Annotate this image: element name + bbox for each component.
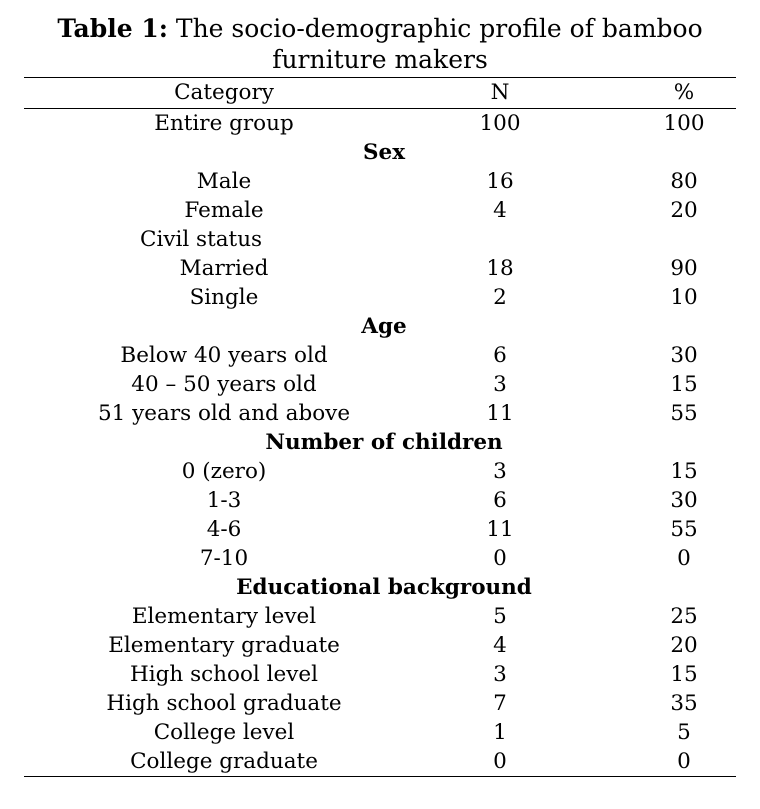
table-row — [24, 515, 736, 544]
n-cell: 3 — [493, 459, 507, 484]
percent-cell: 30 — [670, 488, 698, 513]
percent-cell: 15 — [670, 662, 698, 687]
table-row — [24, 254, 736, 283]
percent-cell: 90 — [670, 256, 698, 281]
percent-cell: 100 — [663, 111, 705, 136]
percent-cell: 55 — [670, 401, 698, 426]
category-cell: 40 – 50 years old — [131, 372, 317, 397]
header-category: Category — [174, 80, 274, 105]
n-cell: 6 — [493, 488, 507, 513]
n-cell: 3 — [493, 372, 507, 397]
category-cell: College graduate — [130, 749, 318, 774]
table-row — [24, 747, 736, 776]
category-cell: 51 years old and above — [97, 401, 351, 426]
n-cell: 16 — [486, 169, 514, 194]
section-heading-row — [24, 428, 736, 457]
category-cell: Elementary graduate — [108, 633, 340, 658]
category-cell: 4-6 — [206, 517, 242, 542]
category-cell: College level — [153, 720, 295, 745]
table-row — [24, 196, 736, 225]
section-heading: Age — [361, 314, 407, 339]
table-row — [24, 689, 736, 718]
table-row — [24, 602, 736, 631]
table-row — [24, 660, 736, 689]
percent-cell: 10 — [670, 285, 698, 310]
category-cell: Female — [184, 198, 264, 223]
n-cell: 7 — [493, 691, 507, 716]
caption-line-1 — [0, 13, 760, 44]
profile-table — [24, 77, 736, 777]
percent-cell: 20 — [670, 633, 698, 658]
category-cell: Entire group — [154, 111, 294, 136]
table-row — [24, 718, 736, 747]
section-heading: Number of children — [265, 430, 503, 455]
table-row — [24, 399, 736, 428]
table-row — [24, 486, 736, 515]
category-cell: High school graduate — [106, 691, 342, 716]
n-cell: 100 — [479, 111, 521, 136]
header-percent: % — [673, 80, 695, 105]
category-cell: Elementary level — [131, 604, 317, 629]
percent-cell: 15 — [670, 459, 698, 484]
n-cell: 4 — [493, 633, 507, 658]
n-cell: 11 — [486, 401, 514, 426]
percent-cell: 5 — [677, 720, 691, 745]
table-row — [24, 457, 736, 486]
category-cell: 0 (zero) — [181, 459, 267, 484]
section-heading: Sex — [362, 140, 406, 165]
table-row — [24, 283, 736, 312]
table-caption — [0, 13, 760, 75]
n-cell: 11 — [486, 517, 514, 542]
category-cell: 1-3 — [206, 488, 242, 513]
table-row — [24, 370, 736, 399]
percent-cell: 25 — [670, 604, 698, 629]
category-cell: Single — [189, 285, 259, 310]
n-cell: 6 — [493, 343, 507, 368]
n-cell: 1 — [493, 720, 507, 745]
category-cell: Below 40 years old — [120, 343, 328, 368]
n-cell: 4 — [493, 198, 507, 223]
percent-cell: 55 — [670, 517, 698, 542]
percent-cell: 35 — [670, 691, 698, 716]
percent-cell: 0 — [677, 749, 691, 774]
category-cell: Civil status — [140, 227, 263, 252]
percent-cell: 30 — [670, 343, 698, 368]
table-row — [24, 341, 736, 370]
percent-cell: 0 — [677, 546, 691, 571]
n-cell: 2 — [493, 285, 507, 310]
caption-title-part-1: The socio-demographic profile of bamboo — [167, 14, 703, 43]
n-cell: 5 — [493, 604, 507, 629]
table-row — [24, 544, 736, 573]
caption-label: Table 1: — [57, 14, 168, 43]
category-cell: 7-10 — [199, 546, 249, 571]
header-n: N — [490, 80, 510, 105]
category-cell: High school level — [130, 662, 318, 687]
section-heading-row — [24, 138, 736, 167]
caption-title-part-2: furniture makers — [272, 45, 488, 74]
category-cell: Male — [196, 169, 252, 194]
section-heading-row — [24, 312, 736, 341]
table-row — [24, 225, 736, 254]
section-heading: Educational background — [236, 575, 532, 600]
table-row — [24, 167, 736, 196]
n-cell: 0 — [493, 749, 507, 774]
category-cell: Married — [179, 256, 269, 281]
n-cell: 0 — [493, 546, 507, 571]
percent-cell: 15 — [670, 372, 698, 397]
section-heading-row — [24, 573, 736, 602]
table-row — [24, 631, 736, 660]
n-cell: 18 — [486, 256, 514, 281]
percent-cell: 80 — [670, 169, 698, 194]
n-cell: 3 — [493, 662, 507, 687]
table-row — [24, 109, 736, 138]
table-header-row — [24, 78, 736, 109]
percent-cell: 20 — [670, 198, 698, 223]
